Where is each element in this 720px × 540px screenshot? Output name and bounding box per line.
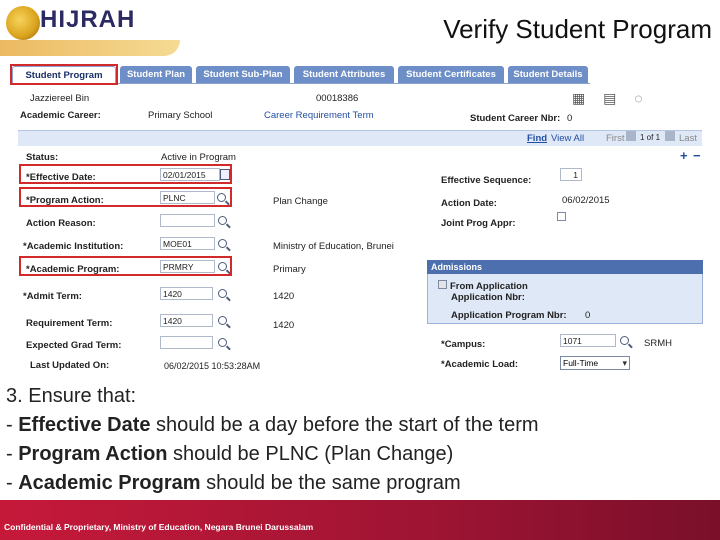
application-program-nbr-value: 0 bbox=[585, 310, 591, 321]
academic-career-label: Academic Career: bbox=[20, 110, 101, 121]
nav-band bbox=[18, 130, 702, 146]
admit-term-label: *Admit Term: bbox=[23, 291, 82, 302]
notes-icon[interactable]: ▤ bbox=[603, 90, 617, 106]
academic-load-label: *Academic Load: bbox=[441, 359, 519, 370]
view-all-link[interactable]: View All bbox=[551, 133, 585, 144]
academic-program-field[interactable]: PRMRY bbox=[160, 260, 215, 273]
admit-term-field[interactable]: 1420 bbox=[160, 287, 213, 300]
requirement-term-lookup-icon[interactable] bbox=[218, 316, 227, 325]
requirement-term-desc: 1420 bbox=[273, 320, 295, 331]
admissions-header: Admissions bbox=[427, 260, 703, 274]
tab-student-details[interactable]: Student Details bbox=[508, 66, 588, 83]
highlight-program-action bbox=[19, 187, 232, 207]
career-nbr-label: Student Career Nbr: bbox=[470, 113, 561, 124]
expected-grad-field[interactable] bbox=[160, 336, 213, 349]
effective-sequence-field[interactable]: 1 bbox=[560, 168, 582, 181]
application-program-nbr-label: Application Program Nbr: bbox=[451, 310, 567, 321]
academic-program-label: *Academic Program: bbox=[26, 264, 120, 275]
academic-load-select[interactable]: Full-Time ▾ bbox=[560, 356, 630, 370]
status-label: Status: bbox=[26, 152, 59, 163]
joint-prog-label: Joint Prog Appr: bbox=[441, 218, 516, 229]
tab-student-program[interactable]: Student Program bbox=[12, 66, 116, 83]
institution-field[interactable]: MOE01 bbox=[160, 237, 215, 250]
effective-sequence-label: Effective Sequence: bbox=[441, 175, 532, 186]
campus-label: *Campus: bbox=[441, 339, 486, 350]
toolbar-icons bbox=[572, 90, 643, 107]
logo-swoosh bbox=[0, 40, 180, 56]
tab-student-attributes[interactable]: Student Attributes bbox=[294, 66, 394, 83]
first-label: First bbox=[606, 133, 625, 144]
academic-career-value: Primary School bbox=[148, 110, 213, 121]
last-updated-value: 06/02/2015 10:53:28AM bbox=[164, 361, 261, 371]
tab-student-sub-plan[interactable]: Student Sub-Plan bbox=[196, 66, 290, 83]
student-id: 00018386 bbox=[316, 93, 359, 104]
campus-lookup-icon[interactable] bbox=[620, 336, 629, 345]
effective-date-field[interactable]: 02/01/2015 bbox=[160, 168, 220, 181]
action-reason-field[interactable] bbox=[160, 214, 215, 227]
career-nbr-value: 0 bbox=[567, 113, 573, 124]
add-row-icon[interactable]: + bbox=[680, 148, 688, 163]
first-arrow-icon[interactable] bbox=[626, 131, 636, 141]
program-action-field[interactable]: PLNC bbox=[160, 191, 215, 204]
institution-label: *Academic Institution: bbox=[23, 241, 124, 252]
delete-row-icon[interactable]: − bbox=[693, 148, 701, 163]
student-name: Jazziereel Bin bbox=[30, 93, 90, 104]
institution-desc: Ministry of Education, Brunei bbox=[273, 241, 394, 252]
comment-icon[interactable]: ◌ bbox=[634, 90, 643, 106]
last-arrow-icon[interactable] bbox=[665, 131, 675, 141]
program-action-label: *Program Action: bbox=[26, 195, 104, 206]
institution-lookup-icon[interactable] bbox=[218, 239, 227, 248]
application-nbr-label: Application Nbr: bbox=[451, 292, 525, 303]
career-requirement-term-link[interactable]: Career Requirement Term bbox=[264, 110, 374, 121]
last-updated-label: Last Updated On: bbox=[30, 360, 110, 371]
action-reason-lookup-icon[interactable] bbox=[218, 216, 227, 225]
admit-term-lookup-icon[interactable] bbox=[218, 289, 227, 298]
admit-term-desc: 1420 bbox=[273, 291, 295, 302]
highlight-tab-student-program bbox=[10, 64, 118, 85]
hijrah-emblem-icon bbox=[6, 6, 40, 40]
highlight-effective-date bbox=[19, 164, 232, 184]
highlight-academic-program bbox=[19, 256, 232, 276]
chart-icon[interactable]: ▦ bbox=[572, 90, 586, 106]
requirement-term-field[interactable]: 1420 bbox=[160, 314, 213, 327]
instructions bbox=[6, 382, 539, 498]
expected-grad-label: Expected Grad Term: bbox=[26, 340, 122, 351]
instruction-effective-date: - Effective Date should be a day before the start of the term bbox=[6, 414, 539, 436]
status-value: Active in Program bbox=[161, 152, 236, 163]
slide-title: Verify Student Program bbox=[443, 14, 712, 44]
instruction-program-action: - Program Action should be PLNC (Plan Change) bbox=[6, 443, 454, 465]
program-action-desc: Plan Change bbox=[273, 196, 328, 207]
requirement-term-label: Requirement Term: bbox=[26, 318, 113, 329]
footer-text: Confidential & Proprietary, Ministry of Education, Negara Brunei Darussalam bbox=[4, 522, 314, 532]
expected-grad-lookup-icon[interactable] bbox=[218, 338, 227, 347]
tab-student-plan[interactable]: Student Plan bbox=[120, 66, 192, 83]
action-reason-label: Action Reason: bbox=[26, 218, 96, 229]
instruction-heading: 3. Ensure that: bbox=[6, 385, 137, 407]
instruction-academic-program: - Academic Program should be the same program bbox=[6, 472, 461, 494]
from-application-checkbox[interactable] bbox=[438, 280, 447, 289]
logo-text: HIJRAH bbox=[40, 6, 136, 33]
find-link[interactable]: Find bbox=[527, 133, 548, 144]
from-application-label: From Application bbox=[450, 281, 528, 292]
campus-field[interactable]: 1071 bbox=[560, 334, 616, 347]
joint-prog-checkbox[interactable] bbox=[557, 212, 566, 221]
action-date-value: 06/02/2015 bbox=[562, 195, 610, 206]
academic-program-desc: Primary bbox=[273, 264, 306, 275]
action-date-label: Action Date: bbox=[441, 198, 497, 209]
row-position: 1 of 1 bbox=[640, 133, 661, 142]
footer-band bbox=[0, 500, 720, 540]
last-label: Last bbox=[679, 133, 697, 144]
effective-date-label: *Effective Date: bbox=[26, 172, 96, 183]
campus-desc: SRMH bbox=[644, 338, 672, 349]
tab-student-certificates[interactable]: Student Certificates bbox=[398, 66, 504, 83]
